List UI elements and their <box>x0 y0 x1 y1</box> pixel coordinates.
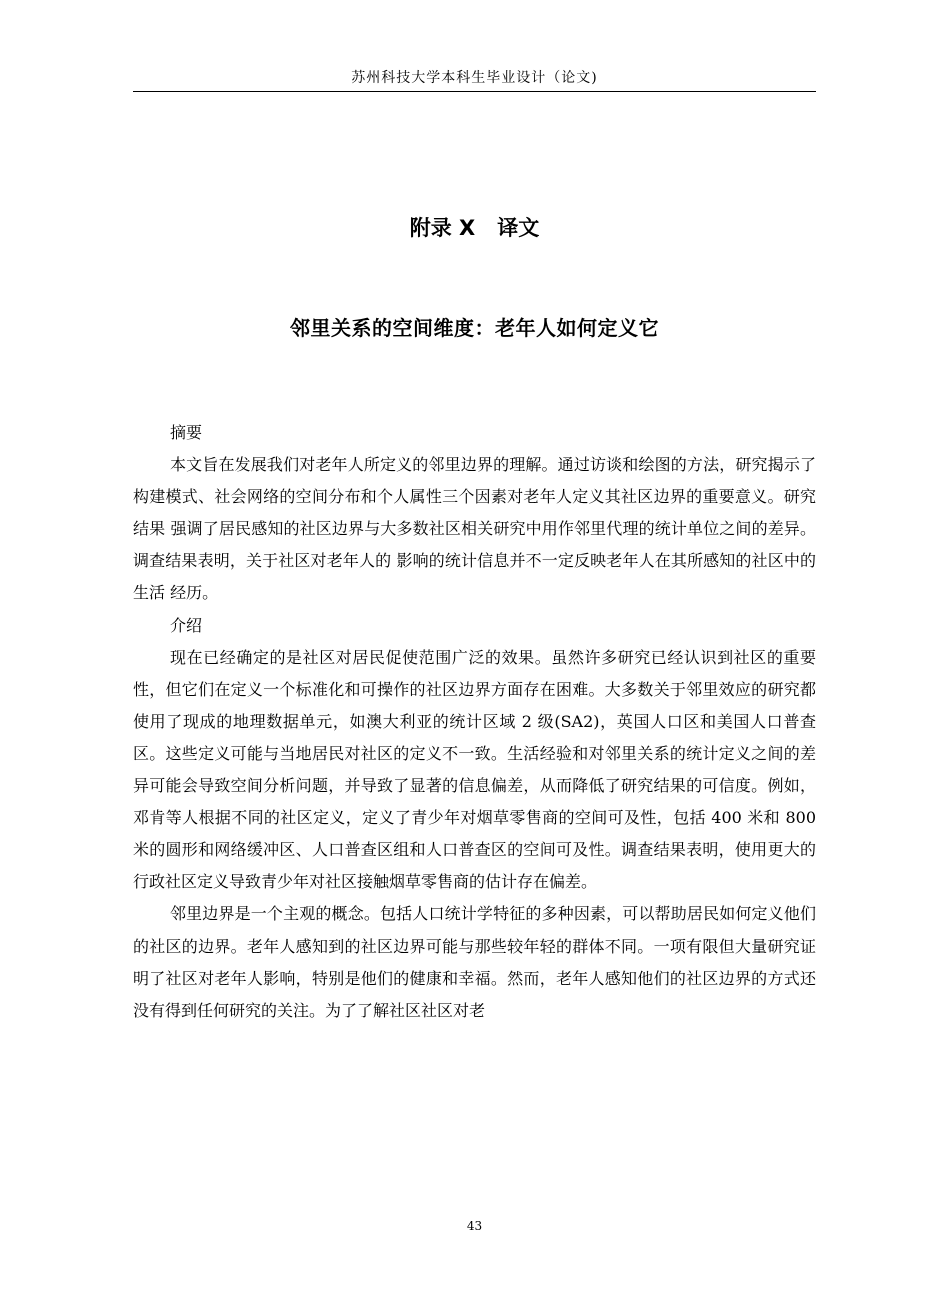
appendix-label: 附录 X <box>409 216 476 240</box>
intro-paragraph-2: 邻里边界是一个主观的概念。包括人口统计学特征的多种因素，可以帮助居民如何定义他们的社区的边界。老年人感知到的社区边界可能与那些较年轻的群体不同。一项有限但大量研究证明了社区对老年人影响，特别是他们的健康和幸福。然而，老年人感知他们的社区边界的方式还没有得到任何研究的关注。为了了解社区社区对老 <box>133 904 816 1020</box>
header-title: 苏州科技大学本科生毕业设计（论文) <box>351 70 598 86</box>
article-title: 邻里关系的空间维度：老年人如何定义它 <box>290 316 659 340</box>
page-number: 43 <box>466 1219 483 1233</box>
page-header <box>133 66 816 90</box>
body-text <box>133 417 816 1027</box>
intro-heading: 介绍 <box>170 615 203 635</box>
appendix-name: 译文 <box>497 216 540 240</box>
appendix-title <box>133 212 816 244</box>
header-divider <box>133 91 816 92</box>
abstract-paragraph: 本文旨在发展我们对老年人所定义的邻里边界的理解。通过访谈和绘图的方法，研究揭示了构建模式、社会网络的空间分布和个人属性三个因素对老年人定义其社区边界的重要意义。研究结果 强调了居民感知的社区边界与大多数社区相关研究中用作邻里代理的统计单位之间的差异。调查结果表明，关于社区对老年人的 影响的统计信息并不一定反映老年人在其所感知的社区中的生活 经历。 <box>133 455 816 603</box>
abstract-heading: 摘要 <box>170 423 203 442</box>
intro-paragraph-1: 现在已经确定的是社区对居民促使范围广泛的效果。虽然许多研究已经认识到社区的重要性，但它们在定义一个标准化和可操作的社区边界方面存在困难。大多数关于邻里效应的研究都使用了现成的地理数据单元，如澳大利亚的统计区域 2 级(SA2)，英国人口区和美国人口普查区。这些定义可能与当地居民对社区的定义不一致。生活经验和对邻里关系的统计定义之间的差异可能会导致空间分析问题，并导致了显著的信息偏差，从而降低了研究结果的可信度。例如，邓肯等人根据不同的社区定义，定义了青少年对烟草零售商的空间可及性，包括 400 米和 800 米的圆形和网络缓冲区、人口普查区组和人口普查区的空间可及性。调查结果表明，使用更大的行政社区定义导致青少年对社区接触烟草零售商的估计存在偏差。 <box>133 647 816 892</box>
